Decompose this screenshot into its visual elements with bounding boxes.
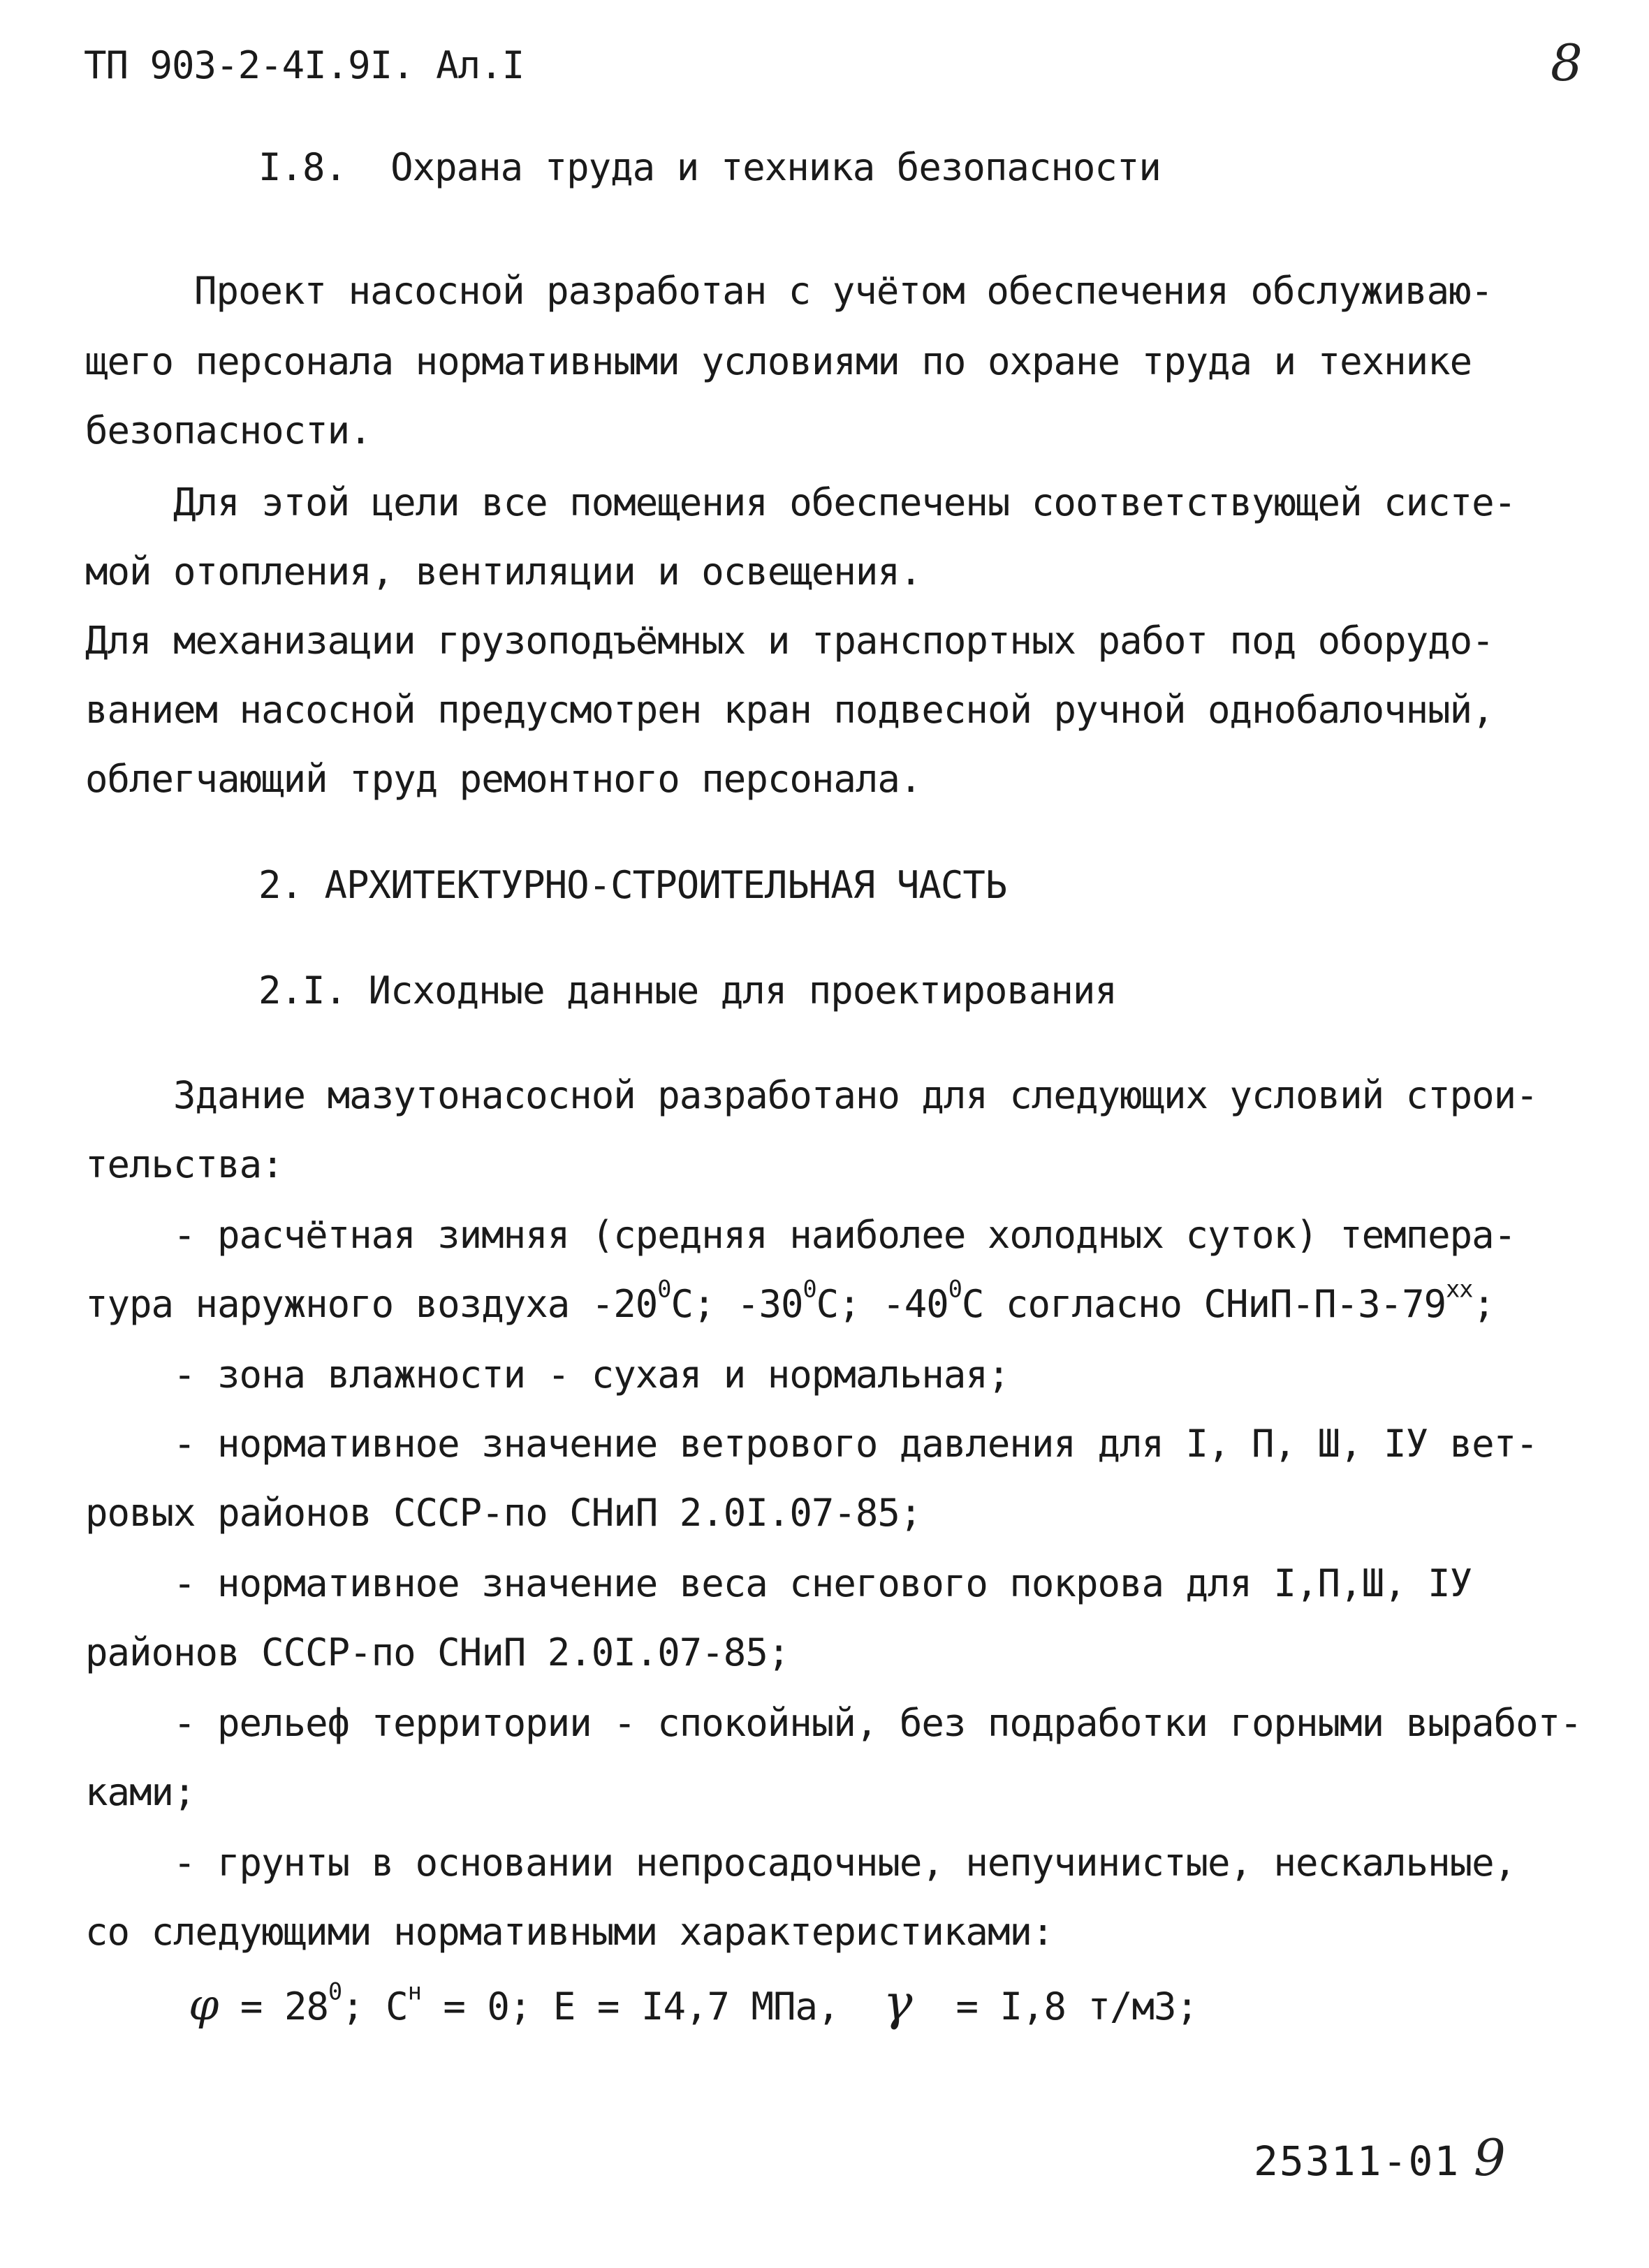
list-item: - нормативное значение веса снегового покрова для I,П,Ш, IУ [173,1561,1472,1605]
degree-mark: 0 [948,1275,962,1303]
paragraph-line: безопасности. [85,408,372,452]
degree-mark: 0 [328,1978,342,2005]
phi-value: = 28 [218,1984,328,2028]
temperature-line [85,1275,1495,1327]
paragraph-line: Здание мазутонасосной разработано для следующих условий строи- [173,1073,1538,1117]
list-item: - нормативное значение ветрового давления для I, П, Ш, IУ вет- [173,1422,1538,1466]
paragraph-line: районов СССР-по СНиП 2.0I.07-85; [85,1630,790,1674]
gamma-symbol: γ [883,1974,912,2031]
list-item: - зона влажности - сухая и нормальная; [173,1353,1010,1397]
inventory-number: 25311-01 [1254,2137,1460,2185]
document-code: ТП 903-2-4I.9I. Ал.I [84,43,525,87]
paragraph-line: Проект насосной разработан с учётом обеспечения обслуживаю- [194,269,1493,313]
temperature-part: С; -30 [670,1282,803,1326]
section-heading-2-1: 2.I. Исходные данные для проектирования [258,969,1117,1012]
section-heading-1-8: I.8. Охрана труда и техника безопасности [258,145,1161,189]
degree-mark: 0 [657,1275,671,1303]
paragraph-line: ванием насосной предусмотрен кран подвесной ручной однобалочный, [85,688,1494,732]
soil-characteristics-line [189,1974,1199,2031]
cohesion-superscript: н [407,1978,421,2005]
degree-mark: 0 [802,1275,816,1303]
paragraph-line: ровых районов СССР-по СНиП 2.0I.07-85; [85,1491,922,1535]
paragraph-line: мой отопления, вентиляции и освещения. [85,550,922,594]
list-item: - грунты в основании непросадочные, непучинистые, нескальные, [173,1841,1516,1885]
temperature-prefix: тура наружного воздуха -20 [85,1282,658,1326]
gamma-value: = I,8 т/м3; [911,1984,1199,2028]
cohesion-label: ; С [342,1984,408,2028]
paragraph-line: щего персонала нормативными условиями по охране труда и технике [85,339,1472,383]
temperature-end: ; [1472,1282,1495,1326]
paragraph-line: со следующими нормативными характеристиками: [85,1910,1054,1954]
paragraph-line: облегчающий труд ремонтного персонала. [85,757,922,801]
section-heading-2: 2. АРХИТЕКТУРНО-СТРОИТЕЛЬНАЯ ЧАСТЬ [258,863,1007,907]
temperature-part: С; -40 [816,1282,948,1326]
norm-superscript: xx [1446,1275,1473,1303]
phi-symbol: φ [189,1979,219,2030]
paragraph-line: тельства: [85,1142,284,1186]
page-number: 8 [1551,34,1583,92]
list-item: - рельеф территории - спокойный, без подработки горными выработ- [173,1701,1582,1745]
list-item: - расчётная зимняя (средняя наиболее холодных суток) темпера- [173,1213,1516,1257]
paragraph-line: Для механизации грузоподъёмных и транспортных работ под оборудо- [85,619,1494,663]
modulus-part: = 0; Е = I4,7 МПа, [420,1984,884,2028]
temperature-norm: С согласно СНиП-П-3-79 [961,1282,1446,1326]
paragraph-line: Для этой цели все помещения обеспечены соответствующей систе- [173,480,1516,524]
sheet-number: 9 [1474,2128,1506,2187]
paragraph-line: ками; [85,1770,196,1814]
